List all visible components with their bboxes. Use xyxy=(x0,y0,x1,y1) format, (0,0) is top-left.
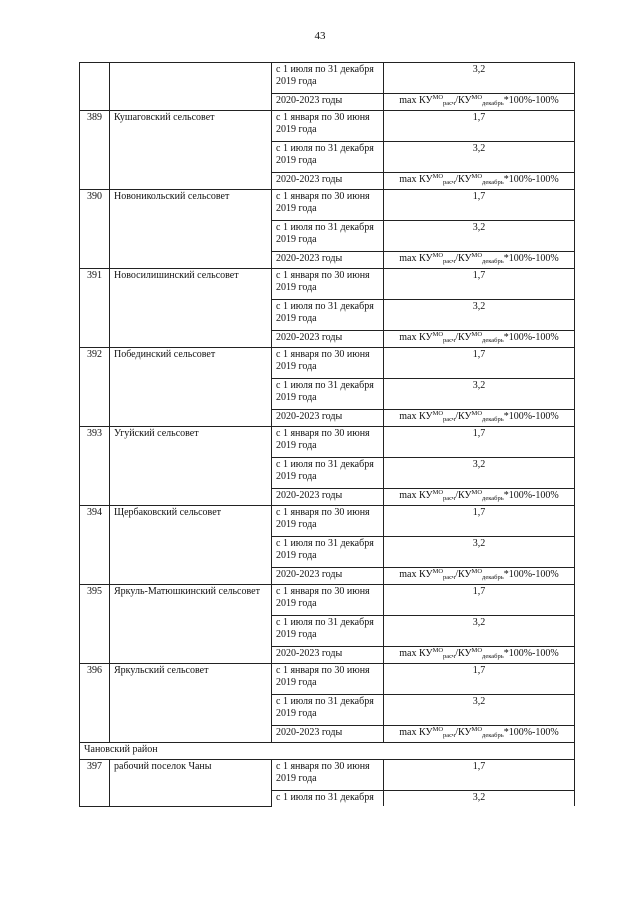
formula-part: МО xyxy=(471,331,483,338)
formula-part: декабрь xyxy=(482,732,504,739)
period-cell: 2020-2023 годы xyxy=(272,252,384,269)
value-cell: 1,7 xyxy=(384,506,575,537)
formula-part: декабрь xyxy=(482,653,504,660)
formula-part: МО xyxy=(432,94,444,101)
formula-part: max КУ xyxy=(399,411,433,422)
value-cell: 3,2 xyxy=(384,379,575,410)
period-cell: с 1 июля по 31 декабря 2019 года xyxy=(272,537,384,568)
value-cell: 1,7 xyxy=(384,269,575,300)
formula-part: /КУ xyxy=(455,648,472,659)
value-cell: 1,7 xyxy=(384,760,575,791)
value-cell: 3,2 xyxy=(384,142,575,173)
formula-part: max КУ xyxy=(399,727,433,738)
formula-part: max КУ xyxy=(399,332,433,343)
value-cell: 3,2 xyxy=(384,537,575,568)
formula-part: декабрь xyxy=(482,337,504,344)
municipality-cell: рабочий поселок Чаны xyxy=(110,760,272,807)
page-number: 43 xyxy=(314,30,326,42)
formula-part: расч xyxy=(443,416,456,423)
formula-part: *100%-100% xyxy=(503,569,559,580)
formula-part: расч xyxy=(443,258,456,265)
formula-part: декабрь xyxy=(482,100,504,107)
formula-part: max КУ xyxy=(399,569,433,580)
formula-part: расч xyxy=(443,179,456,186)
period-cell: с 1 июля по 31 декабря 2019 года xyxy=(272,458,384,489)
formula-part: МО xyxy=(432,331,444,338)
formula-part: МО xyxy=(471,410,483,417)
formula-cell xyxy=(384,331,575,348)
formula-part: *100%-100% xyxy=(503,332,559,343)
period-cell: с 1 января по 30 июня 2019 года xyxy=(272,111,384,142)
period-cell: с 1 июля по 31 декабря 2019 года xyxy=(272,616,384,647)
formula-part: *100%-100% xyxy=(503,95,559,106)
value-cell: 1,7 xyxy=(384,427,575,458)
table-row xyxy=(80,427,575,458)
formula-cell xyxy=(384,94,575,111)
formula-part: /КУ xyxy=(455,490,472,501)
period-cell: с 1 июля по 31 декабря 2019 года xyxy=(272,142,384,173)
formula-cell xyxy=(384,489,575,506)
value-cell: 3,2 xyxy=(384,791,575,807)
formula-part: /КУ xyxy=(455,569,472,580)
formula-part: МО xyxy=(471,726,483,733)
formula-part: *100%-100% xyxy=(503,490,559,501)
municipality-cell: Новоникольский сельсовет xyxy=(110,190,272,269)
period-cell: с 1 июля по 31 декабря 2019 года xyxy=(272,63,384,94)
formula-part: /КУ xyxy=(455,727,472,738)
period-cell: 2020-2023 годы xyxy=(272,410,384,427)
period-cell: 2020-2023 годы xyxy=(272,647,384,664)
row-number-cell: 392 xyxy=(80,348,110,427)
table-row xyxy=(80,664,575,695)
formula-part: МО xyxy=(471,647,483,654)
row-number-cell: 397 xyxy=(80,760,110,807)
formula-part: расч xyxy=(443,574,456,581)
formula-part: МО xyxy=(471,94,483,101)
value-cell: 3,2 xyxy=(384,458,575,489)
formula-part: расч xyxy=(443,732,456,739)
period-cell: с 1 июля по 31 декабря 2019 года xyxy=(272,221,384,252)
period-cell: с 1 января по 30 июня 2019 года xyxy=(272,664,384,695)
municipality-cell: Щербаковский сельсовет xyxy=(110,506,272,585)
period-cell: с 1 января по 30 июня 2019 года xyxy=(272,585,384,616)
formula-part: /КУ xyxy=(455,95,472,106)
section-row xyxy=(80,743,575,760)
formula-part: МО xyxy=(432,410,444,417)
formula-part: max КУ xyxy=(399,253,433,264)
row-number-cell xyxy=(80,63,110,111)
formula-part: МО xyxy=(432,568,444,575)
municipality-cell xyxy=(110,63,272,111)
formula-part: /КУ xyxy=(455,174,472,185)
formula-part: max КУ xyxy=(399,174,433,185)
formula-cell xyxy=(384,173,575,190)
table-row xyxy=(80,111,575,142)
formula-part: *100%-100% xyxy=(503,727,559,738)
row-number-cell: 393 xyxy=(80,427,110,506)
period-cell: с 1 июля по 31 декабря 2019 года xyxy=(272,379,384,410)
row-number-cell: 391 xyxy=(80,269,110,348)
period-cell: с 1 января по 30 июня 2019 года xyxy=(272,269,384,300)
tariff-table xyxy=(79,62,575,807)
formula-part: /КУ xyxy=(455,253,472,264)
formula-part: расч xyxy=(443,100,456,107)
formula-part: max КУ xyxy=(399,490,433,501)
formula-part: расч xyxy=(443,495,456,502)
value-cell: 3,2 xyxy=(384,616,575,647)
value-cell: 1,7 xyxy=(384,664,575,695)
municipality-cell: Кушаговский сельсовет xyxy=(110,111,272,190)
period-cell: с 1 июля по 31 декабря 2019 года xyxy=(272,300,384,331)
row-number-cell: 395 xyxy=(80,585,110,664)
formula-part: *100%-100% xyxy=(503,174,559,185)
municipality-cell: Яркуль-Матюшкинский сельсовет xyxy=(110,585,272,664)
formula-part: /КУ xyxy=(455,332,472,343)
table-row xyxy=(80,760,575,791)
formula-part: МО xyxy=(432,252,444,259)
period-cell: с 1 июля по 31 декабря xyxy=(272,791,384,807)
formula-part: декабрь xyxy=(482,179,504,186)
formula-part: декабрь xyxy=(482,495,504,502)
formula-part: расч xyxy=(443,653,456,660)
table-row xyxy=(80,585,575,616)
formula-cell xyxy=(384,252,575,269)
value-cell: 1,7 xyxy=(384,111,575,142)
value-cell: 3,2 xyxy=(384,63,575,94)
value-cell: 1,7 xyxy=(384,190,575,221)
period-cell: с 1 января по 30 июня 2019 года xyxy=(272,427,384,458)
municipality-cell: Побединский сельсовет xyxy=(110,348,272,427)
formula-part: max КУ xyxy=(399,648,433,659)
formula-part: МО xyxy=(432,173,444,180)
formula-part: МО xyxy=(471,252,483,259)
period-cell: 2020-2023 годы xyxy=(272,331,384,348)
formula-part: декабрь xyxy=(482,574,504,581)
municipality-cell: Новосилишинский сельсовет xyxy=(110,269,272,348)
value-cell: 3,2 xyxy=(384,221,575,252)
row-number-cell: 390 xyxy=(80,190,110,269)
period-cell: 2020-2023 годы xyxy=(272,489,384,506)
formula-part: max КУ xyxy=(399,95,433,106)
period-cell: с 1 января по 30 июня 2019 года xyxy=(272,760,384,791)
formula-cell xyxy=(384,726,575,743)
table-row xyxy=(80,190,575,221)
formula-part: *100%-100% xyxy=(503,648,559,659)
row-number-cell: 389 xyxy=(80,111,110,190)
formula-part: *100%-100% xyxy=(503,411,559,422)
formula-part: МО xyxy=(432,647,444,654)
period-cell: с 1 июля по 31 декабря 2019 года xyxy=(272,695,384,726)
table-row xyxy=(80,348,575,379)
table-row xyxy=(80,506,575,537)
row-number-cell: 396 xyxy=(80,664,110,743)
row-number-cell: 394 xyxy=(80,506,110,585)
formula-cell xyxy=(384,410,575,427)
formula-part: МО xyxy=(471,173,483,180)
value-cell: 1,7 xyxy=(384,348,575,379)
period-cell: 2020-2023 годы xyxy=(272,568,384,585)
section-title: Чановский район xyxy=(80,743,575,760)
formula-part: МО xyxy=(432,489,444,496)
municipality-cell: Яркульский сельсовет xyxy=(110,664,272,743)
value-cell: 3,2 xyxy=(384,300,575,331)
formula-part: декабрь xyxy=(482,416,504,423)
value-cell: 1,7 xyxy=(384,585,575,616)
table-row xyxy=(80,269,575,300)
formula-cell xyxy=(384,647,575,664)
formula-part: *100%-100% xyxy=(503,253,559,264)
formula-part: /КУ xyxy=(455,411,472,422)
municipality-cell: Угуйский сельсовет xyxy=(110,427,272,506)
value-cell: 3,2 xyxy=(384,695,575,726)
period-cell: с 1 января по 30 июня 2019 года xyxy=(272,190,384,221)
period-cell: 2020-2023 годы xyxy=(272,726,384,743)
formula-part: МО xyxy=(471,568,483,575)
period-cell: 2020-2023 годы xyxy=(272,173,384,190)
formula-cell xyxy=(384,568,575,585)
table-row xyxy=(80,63,575,94)
formula-part: МО xyxy=(432,726,444,733)
formula-part: МО xyxy=(471,489,483,496)
formula-part: декабрь xyxy=(482,258,504,265)
period-cell: с 1 января по 30 июня 2019 года xyxy=(272,348,384,379)
period-cell: с 1 января по 30 июня 2019 года xyxy=(272,506,384,537)
formula-part: расч xyxy=(443,337,456,344)
period-cell: 2020-2023 годы xyxy=(272,94,384,111)
